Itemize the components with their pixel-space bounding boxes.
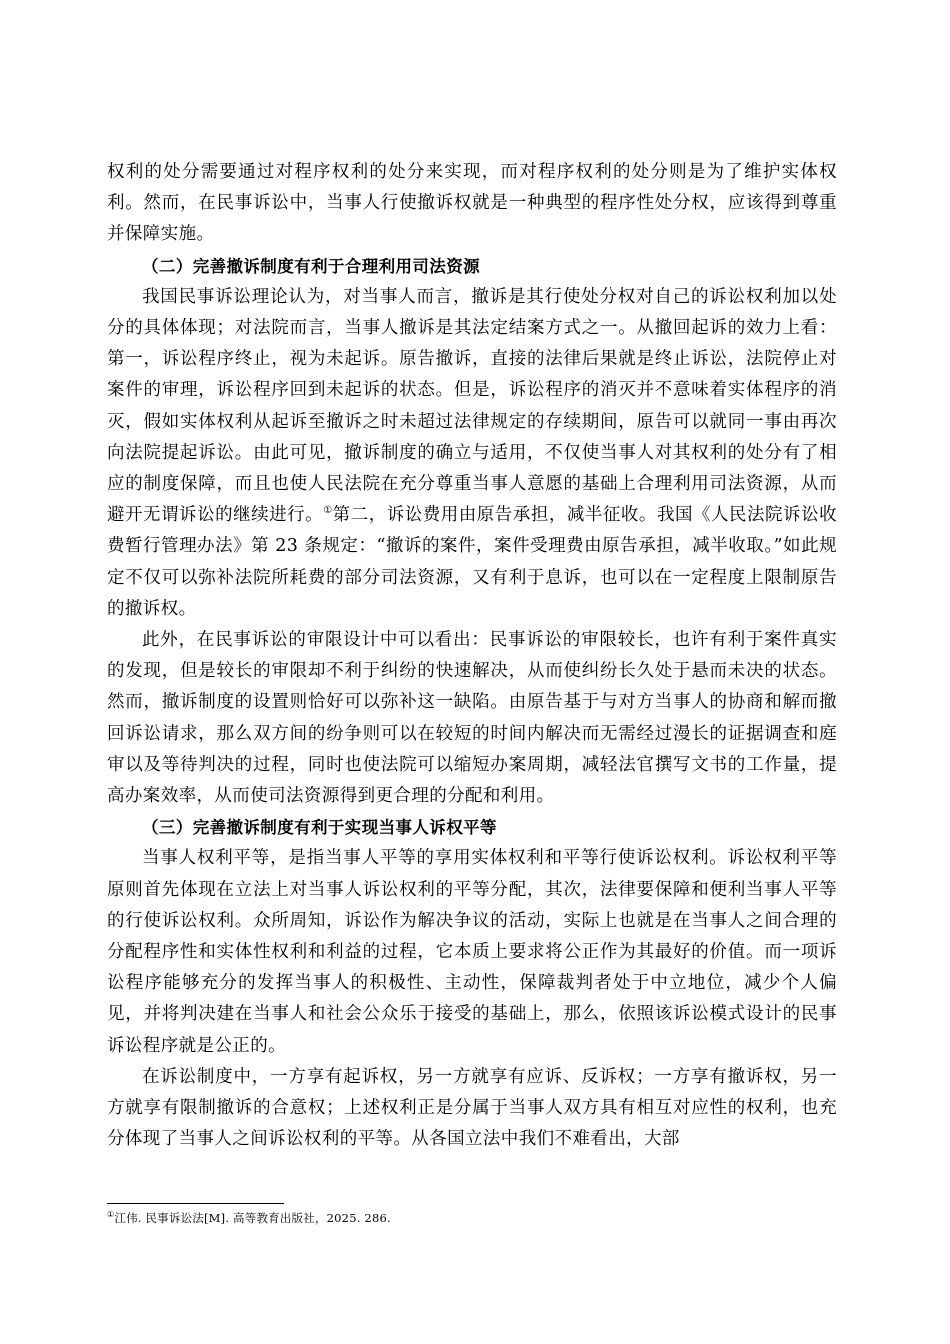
- footnote-mark: ①: [107, 1210, 115, 1219]
- paragraph-text: 我国民事诉讼理论认为，对当事人而言，撤诉是其行使处分权对自己的诉讼权利加以处分的具体体现；对法院而言，当事人撤诉是其法定结案方式之一。从撤回起诉的效力上看：第一，诉讼程序终止，视为未起诉。原告撤诉，直接的法律后果就是终止诉讼，法院停止对案件的审理，诉讼程序回到未起诉的状态。但是，诉讼程序的消灭并不意味着实体程序的消灭，假如实体权利从起诉至撤诉之时未超过法律规定的存续期间，原告可以就同一事由再次向法院提起诉讼。由此可见，撤诉制度的确立与适用，不仅使当事人对其权利的处分有了相应的制度保障，而且也使人民法院在充分尊重当事人意愿的基础上合理利用司法资源，从而避开无谓诉讼的继续进行。: [107, 286, 837, 526]
- footnote-text: 江伟. 民事诉讼法[M]. 高等教育出版社，2025. 286.: [114, 1211, 391, 1225]
- paragraph-litigation-system: 在诉讼制度中，一方享有起诉权，另一方就享有应诉、反诉权；一方享有撤诉权，另一方就享有限制撤诉的合意权；上述权利正是分属于当事人双方具有相互对应性的权利，也充分体现了当事人之间诉讼权利的平等。从各国立法中我们不难看出，大部: [107, 1066, 837, 1150]
- footnote: [107, 1210, 391, 1226]
- paragraph-continued: 权利的处分需要通过对程序权利的处分来实现，而对程序权利的处分则是为了维护实体权利。然而，在民事诉讼中，当事人行使撤诉权就是一种典型的程序性处分权，应该得到尊重并保障实施。: [107, 162, 837, 245]
- section-heading-3: （三）完善撤诉制度有利于实现当事人诉权平等: [142, 818, 497, 838]
- body-text: [107, 157, 837, 1156]
- footnote-reference[interactable]: ①: [323, 505, 333, 517]
- paragraph-equal-rights: 当事人权利平等，是指当事人平等的享用实体权利和平等行使诉讼权利。诉讼权利平等原则首先体现在立法上对当事人诉讼权利的平等分配，其次，法律要保障和便利当事人平等的行使诉讼权利。众所周知，诉讼作为解决争议的活动，实际上也就是在当事人之间合理的分配程序性和实体性权利和利益的过程，它本质上要求将公正作为其最好的价值。而一项诉讼程序能够充分的发挥当事人的积极性、主动性，保障裁判者处于中立地位，减少个人偏见，并将判决建在当事人和社会公众乐于接受的基础上，那么，依照该诉讼模式设计的民事诉讼程序就是公正的。: [107, 848, 837, 1056]
- paragraph-trial-period: 此外，在民事诉讼的审限设计中可以看出：民事诉讼的审限较长，也许有利于案件真实的发现，但是较长的审限却不利于纠纷的快速解决，从而使纠纷长久处于悬而未决的状态。然而，撤诉制度的设置则恰好可以弥补这一缺陷。由原告基于与对方当事人的协商和解而撤回诉讼请求，那么双方间的纷争则可以在较短的时间内解决而无需经过漫长的证据调查和庭审以及等待判决的过程，同时也使法院可以缩短办案周期，减轻法官撰写文书的工作量，提高办案效率，从而使司法资源得到更合理的分配和利用。: [107, 630, 837, 807]
- section-heading-2: （二）完善撤诉制度有利于合理利用司法资源: [142, 256, 480, 276]
- footnote-divider: [107, 1203, 284, 1204]
- paragraph-text: 第二，诉讼费用由原告承担，减半征收。我国《人民法院诉讼收费暂行管理办法》第 23 条规定：“撤诉的案件，案件受理费由原告承担，减半收取。”如此规定不仅可以弥补法院所耗费的部分司法资源，又有利于息诉，也可以在一定程度上限制原告的撤诉权。: [107, 505, 837, 619]
- paragraph-withdrawal-effect: [107, 282, 837, 625]
